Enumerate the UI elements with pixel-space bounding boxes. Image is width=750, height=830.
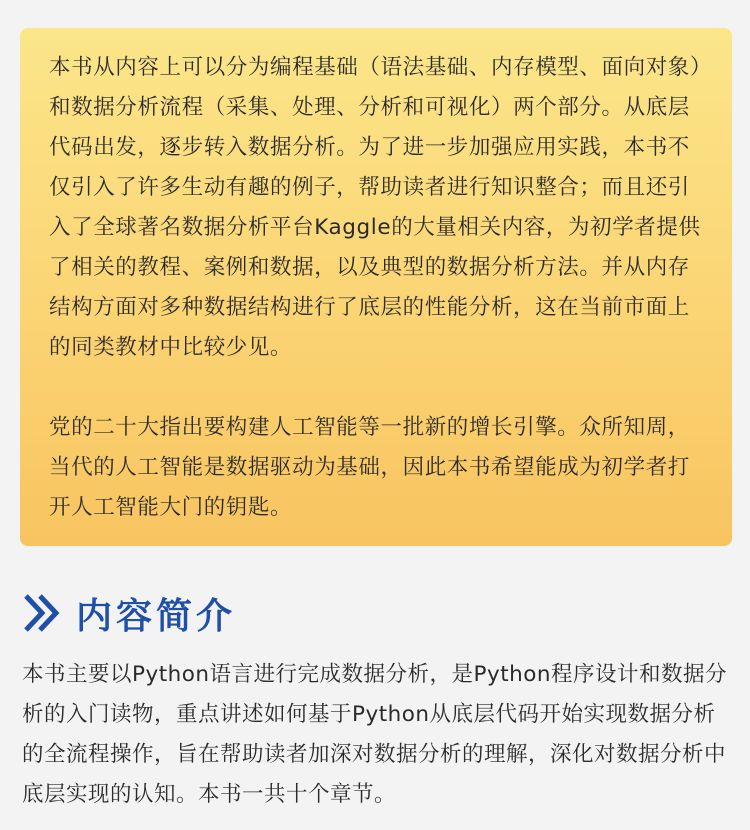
highlight-box [20, 28, 732, 546]
section-header [22, 585, 236, 641]
highlight-paragraph-1: 本书从内容上可以分为编程基础（语法基础、内存模型、面向对象）和数据分析流程（采集、处理、分析和可视化）两个部分。从底层代码出发，逐步转入数据分析。为了进一步加强应用实践，本书不仅引入了许多生动有趣的例子，帮助读者进行知识整合；而且还引入了全球著名数据分析平台Kaggle的大量相关内容，为初学者提供了相关的教程、案例和数据，以及典型的数据分析方法。并从内存结构方面对多种数据结构进行了底层的性能分析，这在当前市面上的同类教材中比较少见。 [49, 55, 702, 360]
section-title: 内容简介 [76, 595, 237, 637]
section-body: 本书主要以Python语言进行完成数据分析，是Python程序设计和数据分析的入门读物，重点讲述如何基于Python从底层代码开始实现数据分析的全流程操作，旨在帮助读者加深对数据分析的理解，深化对数据分析中底层实现的认知。本书一共十个章节。 [22, 662, 728, 807]
highlight-paragraph-2: 党的二十大指出要构建人工智能等一批新的增长引擎。众所知周，当代的人工智能是数据驱动为基础，因此本书希望能成为初学者打开人工智能大门的钥匙。 [49, 415, 690, 520]
double-chevron-right-icon [22, 593, 72, 633]
